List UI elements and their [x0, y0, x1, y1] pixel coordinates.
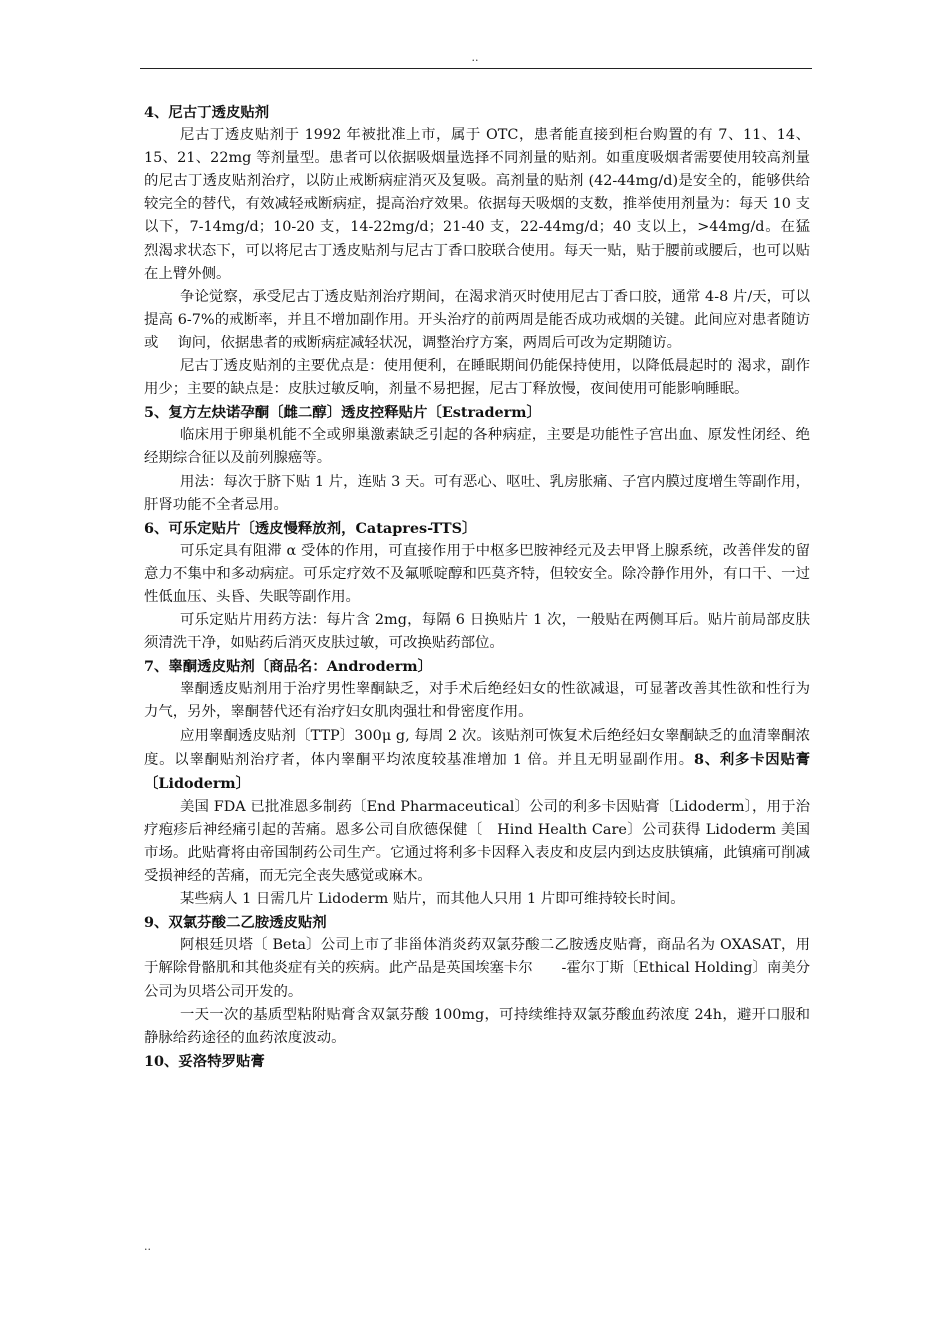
section-7-paragraph-1: 睾酮透皮贴剂用于治疗男性睾酮缺乏，对手术后绝经妇女的性欲减退，可显著改善其性欲和性行为力气，另外，睾酮替代还有治疗妇女肌肉强壮和骨密度作用。: [144, 681, 810, 721]
section-9-paragraph-1: 阿根廷贝塔〔 Beta〕公司上市了非甾体消炎药双氯芬酸二乙胺透皮贴膏，商品名为 OXASAT，用于解除骨骼肌和其他炎症有关的疾病。此产品是英国埃塞卡尔 -霍尔丁斯〔Ethical Holding〕南美分公司为贝塔公司开发的。: [144, 937, 810, 1000]
document-body: [144, 101, 810, 1073]
section-5-paragraph-2: 用法：每次于脐下贴 1 片，连贴 3 天。可有恶心、呕吐、乳房胀痛、子宫内膜过度增生等副作用，肝肾功能不全者忌用。: [144, 473, 810, 513]
section-6-paragraph-1: 可乐定具有阻滞 α 受体的作用，可直接作用于中枢多巴胺神经元及去甲肾上腺系统，改善伴发的留意力不集中和多动病症。可乐定疗效不及氟哌啶醇和匹莫齐特，但较安全。除冷静作用外，有口干、一过性低血压、头昏、失眠等副作用。: [144, 542, 810, 605]
section-5-heading: 5、复方左炔诺孕酮〔雌二醇〕透皮控释贴片〔Estraderm〕: [144, 404, 541, 422]
section-6-heading: 6、可乐定贴片〔透皮慢释放剂，Catapres-TTS〕: [144, 519, 477, 537]
section-9-heading: 9、双氯芬酸二乙胺透皮贴剂: [144, 914, 327, 932]
section-6-paragraph-2: 可乐定贴片用药方法：每片含 2mg，每隔 6 日换贴片 1 次，一般贴在两侧耳后。贴片前局部皮肤须清洗干净，如贴药后消灭皮肤过敏，可改换贴药部位。: [144, 612, 810, 652]
section-10-heading: 10、妥洛特罗贴膏: [144, 1052, 265, 1070]
section-8-paragraph-2: 某些病人 1 日需几片 Lidoderm 贴片，而其他人只用 1 片即可维持较长时间。: [180, 891, 685, 908]
header-dots: ..: [471, 51, 479, 64]
header-rule: [140, 68, 812, 69]
section-4-paragraph-1: 尼古丁透皮贴剂于 1992 年被批准上市，属于 OTC，患者能直接到柜台购置的有 7、11、14、15、21、22mg 等剂量型。患者可以依据吸烟量选择不同剂量的贴剂。如重度吸烟者需要使用较高剂量的尼古丁透皮贴剂治疗，以防止戒断病症消灭及复吸。高剂量的贴剂 (42-44mg/d)是安全的，能够供给较完全的替代，有效减轻戒断病症，提高治疗效果。依据每天吸烟的支数，推举使用剂量为：每天 10 支以下，7-14mg/d；10-20 支，14-22mg/d；21-40 支，22-44mg/d；40 支以上，>44mg/d。在猛烈渴求状态下，可以将尼古丁透皮贴剂与尼古丁香口胶联合使用。每天一贴，贴于腰前或腰后，也可以贴在上臂外侧。: [144, 127, 810, 282]
section-4-heading: 4、尼古丁透皮贴剂: [144, 104, 270, 121]
section-7-paragraph-2-text: 应用睾酮透皮贴剂〔TTP〕300μ g, 每周 2 次。该贴剂可恢复术后绝经妇女睾酮缺乏的血清睾酮浓度。以睾酮贴剂治疗者，体内睾酮平均浓度较基准增加 1 倍。并且无明显副作用。: [144, 727, 810, 768]
footer-dots: ..: [144, 1240, 151, 1253]
section-8-heading: 8、利多卡因贴膏〔Lidoderm〕: [144, 750, 810, 792]
section-8-paragraph-1: 美国 FDA 已批准恩多制药〔End Pharmaceutical〕公司的利多卡因贴膏〔Lidoderm〕，用于治疗疱疹后神经痛引起的苦痛。恩多公司自欣德保健〔 Hind Health Care〕公司获得 Lidoderm 美国市场。此贴膏将由帝国制药公司生产。它通过将利多卡因释入表皮和皮层内到达皮肤镇痛，此镇痛可削减受损神经的苦痛，而无完全丧失感觉或麻木。: [144, 798, 810, 885]
section-7-paragraph-2: [144, 725, 810, 796]
section-5-paragraph-1: 临床用于卵巢机能不全或卵巢激素缺乏引起的各种病症，主要是功能性子宫出血、原发性闭经、绝经期综合征以及前列腺癌等。: [144, 427, 810, 467]
section-4-paragraph-2: 争论觉察，承受尼古丁透皮贴剂治疗期间，在渴求消灭时使用尼古丁香口胶，通常 4-8 片/天，可以提高 6-7%的戒断率，并且不增加副作用。开头治疗的前两周是能否成功戒烟的关键。此间应对患者随访或 询问，依据患者的戒断病症减轻状况，调整治疗方案，两周后可改为定期随访。: [144, 288, 810, 351]
section-7-heading: 7、睾酮透皮贴剂〔商品名：Androderm〕: [144, 658, 432, 676]
section-4-paragraph-3: 尼古丁透皮贴剂的主要优点是：使用便利，在睡眠期间仍能保持使用，以降低晨起时的 渴求，副作用少；主要的缺点是：皮肤过敏反响，剂量不易把握，尼古丁释放慢，夜间使用可能影响睡眠。: [144, 358, 810, 398]
section-9-paragraph-2: 一天一次的基质型粘附贴膏含双氯芬酸 100mg，可持续维持双氯芬酸血药浓度 24h，避开口服和静脉给药途径的血药浓度波动。: [144, 1006, 810, 1046]
